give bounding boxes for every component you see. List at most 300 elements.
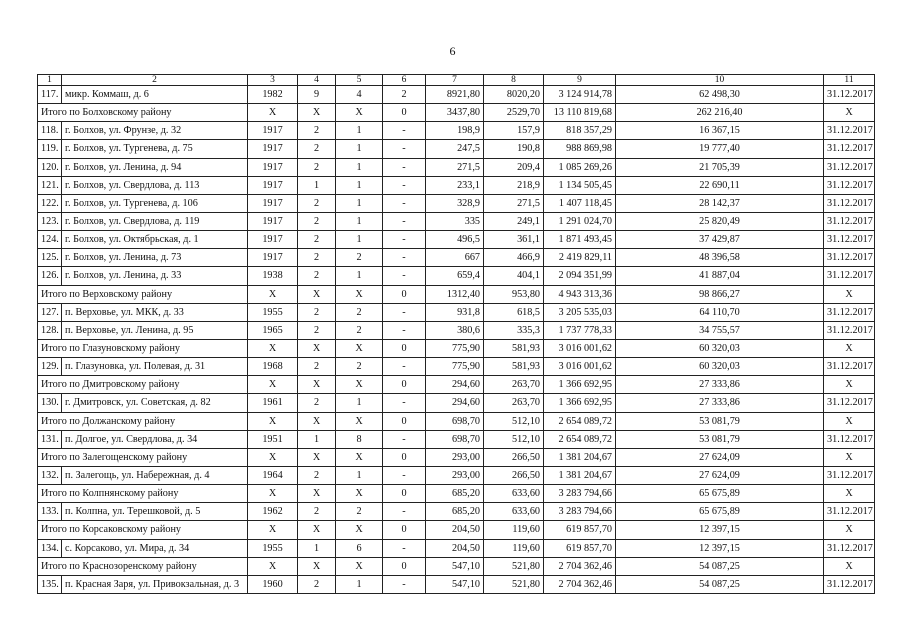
address-cell: г. Болхов, ул. Октябрьская, д. 1 (62, 231, 248, 249)
living-area-cell: 633,60 (484, 485, 544, 503)
address-cell: г. Болхов, ул. Ленина, д. 33 (62, 267, 248, 285)
entrances-cell: 4 (336, 86, 383, 104)
cost-cell: 2 094 351,99 (544, 267, 616, 285)
area-cell: 547,10 (426, 557, 484, 575)
floors-cell: 2 (298, 575, 336, 593)
district-total-row (38, 339, 875, 357)
entrances-cell: X (336, 285, 383, 303)
date-cell: X (824, 285, 875, 303)
entrances-cell: 6 (336, 539, 383, 557)
column-header: 8 (484, 75, 544, 86)
living-area-cell: 266,50 (484, 466, 544, 484)
living-area-cell: 404,1 (484, 267, 544, 285)
date-cell: 31.12.2017 (824, 539, 875, 557)
year-cell: 1965 (248, 321, 298, 339)
year-cell: 1982 (248, 86, 298, 104)
col6-cell: - (383, 122, 426, 140)
entrances-cell: 2 (336, 249, 383, 267)
cost-cell: 1 737 778,33 (544, 321, 616, 339)
table-row (38, 430, 875, 448)
total-label: Итого по Дмитровскому району (38, 376, 248, 394)
table-row (38, 303, 875, 321)
col6-cell: 0 (383, 412, 426, 430)
column-header: 2 (62, 75, 248, 86)
date-cell: 31.12.2017 (824, 249, 875, 267)
living-area-cell: 266,50 (484, 448, 544, 466)
date-cell: 31.12.2017 (824, 231, 875, 249)
row-number: 130. (38, 394, 62, 412)
entrances-cell: 8 (336, 430, 383, 448)
col10-cell: 16 367,15 (616, 122, 824, 140)
cost-cell: 619 857,70 (544, 521, 616, 539)
col6-cell: 0 (383, 485, 426, 503)
col10-cell: 25 820,49 (616, 212, 824, 230)
cost-cell: 3 016 001,62 (544, 358, 616, 376)
floors-cell: X (298, 412, 336, 430)
table-row (38, 267, 875, 285)
entrances-cell: 2 (336, 358, 383, 376)
col6-cell: 0 (383, 557, 426, 575)
district-total-row (38, 285, 875, 303)
col10-cell: 37 429,87 (616, 231, 824, 249)
entrances-cell: 1 (336, 466, 383, 484)
row-number: 120. (38, 158, 62, 176)
row-number: 123. (38, 212, 62, 230)
column-header: 10 (616, 75, 824, 86)
entrances-cell: X (336, 448, 383, 466)
living-area-cell: 633,60 (484, 503, 544, 521)
table-row (38, 86, 875, 104)
cost-cell: 4 943 313,36 (544, 285, 616, 303)
col6-cell: 0 (383, 104, 426, 122)
date-cell: X (824, 104, 875, 122)
table-row (38, 466, 875, 484)
entrances-cell: 1 (336, 575, 383, 593)
year-cell: 1968 (248, 358, 298, 376)
year-cell: X (248, 104, 298, 122)
col6-cell: 2 (383, 86, 426, 104)
district-total-row (38, 521, 875, 539)
total-label: Итого по Болховскому району (38, 104, 248, 122)
date-cell: 31.12.2017 (824, 212, 875, 230)
table-row (38, 503, 875, 521)
entrances-cell: X (336, 557, 383, 575)
cost-cell: 2 419 829,11 (544, 249, 616, 267)
col6-cell: 0 (383, 521, 426, 539)
cost-cell: 1 871 493,45 (544, 231, 616, 249)
area-cell: 294,60 (426, 376, 484, 394)
entrances-cell: 1 (336, 394, 383, 412)
row-number: 128. (38, 321, 62, 339)
floors-cell: X (298, 521, 336, 539)
entrances-cell: X (336, 339, 383, 357)
living-area-cell: 466,9 (484, 249, 544, 267)
address-cell: г. Болхов, ул. Ленина, д. 94 (62, 158, 248, 176)
year-cell: 1951 (248, 430, 298, 448)
housing-table (37, 74, 875, 594)
district-total-row (38, 557, 875, 575)
col10-cell: 48 396,58 (616, 249, 824, 267)
floors-cell: 2 (298, 194, 336, 212)
page-number: 6 (449, 44, 456, 58)
table-row (38, 321, 875, 339)
col6-cell: - (383, 231, 426, 249)
col10-cell: 65 675,89 (616, 485, 824, 503)
cost-cell: 2 704 362,46 (544, 575, 616, 593)
date-cell: 31.12.2017 (824, 503, 875, 521)
table-row (38, 249, 875, 267)
col6-cell: - (383, 212, 426, 230)
year-cell: X (248, 285, 298, 303)
year-cell: X (248, 448, 298, 466)
cost-cell: 2 704 362,46 (544, 557, 616, 575)
area-cell: 667 (426, 249, 484, 267)
living-area-cell: 521,80 (484, 557, 544, 575)
area-cell: 204,50 (426, 539, 484, 557)
row-number: 119. (38, 140, 62, 158)
table-row (38, 140, 875, 158)
col10-cell: 34 755,57 (616, 321, 824, 339)
col6-cell: 0 (383, 285, 426, 303)
entrances-cell: 2 (336, 321, 383, 339)
col6-cell: 0 (383, 448, 426, 466)
address-cell: г. Болхов, ул. Фрунзе, д. 32 (62, 122, 248, 140)
area-cell: 271,5 (426, 158, 484, 176)
living-area-cell: 953,80 (484, 285, 544, 303)
address-cell: п. Верховье, ул. Ленина, д. 95 (62, 321, 248, 339)
living-area-cell: 618,5 (484, 303, 544, 321)
row-number: 117. (38, 86, 62, 104)
col10-cell: 54 087,25 (616, 557, 824, 575)
col10-cell: 22 690,11 (616, 176, 824, 194)
col10-cell: 27 333,86 (616, 376, 824, 394)
entrances-cell: 1 (336, 267, 383, 285)
table-row (38, 575, 875, 593)
entrances-cell: X (336, 104, 383, 122)
floors-cell: 2 (298, 212, 336, 230)
col6-cell: - (383, 140, 426, 158)
area-cell: 698,70 (426, 430, 484, 448)
column-header: 9 (544, 75, 616, 86)
floors-cell: X (298, 285, 336, 303)
entrances-cell: X (336, 412, 383, 430)
living-area-cell: 263,70 (484, 376, 544, 394)
column-header: 1 (38, 75, 62, 86)
entrances-cell: 1 (336, 231, 383, 249)
floors-cell: 2 (298, 140, 336, 158)
col10-cell: 60 320,03 (616, 358, 824, 376)
col10-cell: 60 320,03 (616, 339, 824, 357)
date-cell: 31.12.2017 (824, 267, 875, 285)
date-cell: 31.12.2017 (824, 122, 875, 140)
address-cell: п. Долгое, ул. Свердлова, д. 34 (62, 430, 248, 448)
column-header: 4 (298, 75, 336, 86)
col6-cell: - (383, 430, 426, 448)
living-area-cell: 512,10 (484, 412, 544, 430)
table-row (38, 122, 875, 140)
col10-cell: 62 498,30 (616, 86, 824, 104)
area-cell: 1312,40 (426, 285, 484, 303)
area-cell: 698,70 (426, 412, 484, 430)
col6-cell: - (383, 358, 426, 376)
floors-cell: 2 (298, 267, 336, 285)
date-cell: 31.12.2017 (824, 303, 875, 321)
col6-cell: - (383, 194, 426, 212)
entrances-cell: X (336, 376, 383, 394)
address-cell: п. Колпна, ул. Терешковой, д. 5 (62, 503, 248, 521)
col6-cell: 0 (383, 339, 426, 357)
area-cell: 547,10 (426, 575, 484, 593)
date-cell: X (824, 376, 875, 394)
year-cell: X (248, 412, 298, 430)
cost-cell: 1 381 204,67 (544, 448, 616, 466)
col10-cell: 53 081,79 (616, 412, 824, 430)
district-total-row (38, 412, 875, 430)
area-cell: 685,20 (426, 485, 484, 503)
area-cell: 247,5 (426, 140, 484, 158)
entrances-cell: 1 (336, 140, 383, 158)
row-number: 129. (38, 358, 62, 376)
floors-cell: 1 (298, 430, 336, 448)
row-number: 121. (38, 176, 62, 194)
col6-cell: - (383, 176, 426, 194)
row-number: 134. (38, 539, 62, 557)
cost-cell: 1 085 269,26 (544, 158, 616, 176)
date-cell: 31.12.2017 (824, 140, 875, 158)
floors-cell: 2 (298, 321, 336, 339)
date-cell: X (824, 448, 875, 466)
address-cell: г. Болхов, ул. Тургенева, д. 75 (62, 140, 248, 158)
col6-cell: - (383, 539, 426, 557)
living-area-cell: 361,1 (484, 231, 544, 249)
column-header: 5 (336, 75, 383, 86)
total-label: Итого по Колпнянскому району (38, 485, 248, 503)
living-area-cell: 581,93 (484, 339, 544, 357)
floors-cell: 2 (298, 503, 336, 521)
living-area-cell: 8020,20 (484, 86, 544, 104)
row-number: 135. (38, 575, 62, 593)
col6-cell: - (383, 394, 426, 412)
cost-cell: 1 381 204,67 (544, 466, 616, 484)
address-cell: п. Залегощь, ул. Набережная, д. 4 (62, 466, 248, 484)
year-cell: 1961 (248, 394, 298, 412)
year-cell: 1917 (248, 122, 298, 140)
floors-cell: 1 (298, 176, 336, 194)
district-total-row (38, 448, 875, 466)
cost-cell: 3 283 794,66 (544, 485, 616, 503)
year-cell: 1917 (248, 158, 298, 176)
entrances-cell: 1 (336, 212, 383, 230)
date-cell: X (824, 412, 875, 430)
living-area-cell: 335,3 (484, 321, 544, 339)
cost-cell: 1 134 505,45 (544, 176, 616, 194)
year-cell: 1955 (248, 539, 298, 557)
row-number: 132. (38, 466, 62, 484)
floors-cell: X (298, 104, 336, 122)
row-number: 127. (38, 303, 62, 321)
row-number: 124. (38, 231, 62, 249)
cost-cell: 1 366 692,95 (544, 394, 616, 412)
floors-cell: 2 (298, 394, 336, 412)
area-cell: 198,9 (426, 122, 484, 140)
table-row (38, 358, 875, 376)
col6-cell: - (383, 303, 426, 321)
floors-cell: 2 (298, 466, 336, 484)
year-cell: 1917 (248, 140, 298, 158)
living-area-cell: 2529,70 (484, 104, 544, 122)
year-cell: 1938 (248, 267, 298, 285)
total-label: Итого по Корсаковскому району (38, 521, 248, 539)
living-area-cell: 119,60 (484, 539, 544, 557)
address-cell: с. Корсаково, ул. Мира, д. 34 (62, 539, 248, 557)
total-label: Итого по Краснозоренскому району (38, 557, 248, 575)
date-cell: X (824, 339, 875, 357)
floors-cell: X (298, 339, 336, 357)
living-area-cell: 512,10 (484, 430, 544, 448)
entrances-cell: 1 (336, 176, 383, 194)
floors-cell: 1 (298, 539, 336, 557)
year-cell: 1955 (248, 303, 298, 321)
date-cell: 31.12.2017 (824, 176, 875, 194)
total-label: Итого по Должанскому району (38, 412, 248, 430)
table-row (38, 158, 875, 176)
year-cell: 1917 (248, 231, 298, 249)
table-row (38, 539, 875, 557)
year-cell: X (248, 557, 298, 575)
floors-cell: X (298, 485, 336, 503)
year-cell: 1962 (248, 503, 298, 521)
year-cell: 1964 (248, 466, 298, 484)
address-cell: г. Болхов, ул. Свердлова, д. 119 (62, 212, 248, 230)
area-cell: 204,50 (426, 521, 484, 539)
address-cell: микр. Коммаш, д. 6 (62, 86, 248, 104)
area-cell: 931,8 (426, 303, 484, 321)
year-cell: 1917 (248, 212, 298, 230)
area-cell: 775,90 (426, 339, 484, 357)
area-cell: 659,4 (426, 267, 484, 285)
col6-cell: 0 (383, 376, 426, 394)
table-body (38, 86, 875, 594)
cost-cell: 3 283 794,66 (544, 503, 616, 521)
row-number: 122. (38, 194, 62, 212)
cost-cell: 3 124 914,78 (544, 86, 616, 104)
cost-cell: 1 291 024,70 (544, 212, 616, 230)
date-cell: 31.12.2017 (824, 86, 875, 104)
address-cell: г. Болхов, ул. Ленина, д. 73 (62, 249, 248, 267)
column-header: 7 (426, 75, 484, 86)
address-cell: п. Красная Заря, ул. Привокзальная, д. 3 (62, 575, 248, 593)
entrances-cell: 2 (336, 303, 383, 321)
date-cell: 31.12.2017 (824, 430, 875, 448)
area-cell: 380,6 (426, 321, 484, 339)
area-cell: 775,90 (426, 358, 484, 376)
col10-cell: 53 081,79 (616, 430, 824, 448)
total-label: Итого по Глазуновскому району (38, 339, 248, 357)
area-cell: 233,1 (426, 176, 484, 194)
area-cell: 496,5 (426, 231, 484, 249)
living-area-cell: 263,70 (484, 394, 544, 412)
area-cell: 685,20 (426, 503, 484, 521)
date-cell: 31.12.2017 (824, 394, 875, 412)
date-cell: 31.12.2017 (824, 321, 875, 339)
year-cell: 1960 (248, 575, 298, 593)
row-number: 125. (38, 249, 62, 267)
entrances-cell: 1 (336, 158, 383, 176)
entrances-cell: X (336, 521, 383, 539)
cost-cell: 818 357,29 (544, 122, 616, 140)
cost-cell: 2 654 089,72 (544, 430, 616, 448)
table-row (38, 176, 875, 194)
year-cell: X (248, 485, 298, 503)
district-total-row (38, 104, 875, 122)
col10-cell: 27 624,09 (616, 448, 824, 466)
year-cell: X (248, 376, 298, 394)
district-total-row (38, 376, 875, 394)
floors-cell: 2 (298, 358, 336, 376)
floors-cell: 2 (298, 158, 336, 176)
area-cell: 328,9 (426, 194, 484, 212)
address-cell: п. Глазуновка, ул. Полевая, д. 31 (62, 358, 248, 376)
entrances-cell: 2 (336, 503, 383, 521)
floors-cell: X (298, 448, 336, 466)
row-number: 118. (38, 122, 62, 140)
col6-cell: - (383, 503, 426, 521)
living-area-cell: 218,9 (484, 176, 544, 194)
col10-cell: 65 675,89 (616, 503, 824, 521)
table-row (38, 194, 875, 212)
row-number: 133. (38, 503, 62, 521)
total-label: Итого по Верховскому району (38, 285, 248, 303)
date-cell: 31.12.2017 (824, 466, 875, 484)
address-cell: г. Болхов, ул. Свердлова, д. 113 (62, 176, 248, 194)
area-cell: 335 (426, 212, 484, 230)
date-cell: 31.12.2017 (824, 575, 875, 593)
cost-cell: 988 869,98 (544, 140, 616, 158)
living-area-cell: 521,80 (484, 575, 544, 593)
col6-cell: - (383, 575, 426, 593)
address-cell: г. Дмитровск, ул. Советская, д. 82 (62, 394, 248, 412)
table-row (38, 212, 875, 230)
col6-cell: - (383, 267, 426, 285)
date-cell: 31.12.2017 (824, 158, 875, 176)
col10-cell: 12 397,15 (616, 539, 824, 557)
col10-cell: 41 887,04 (616, 267, 824, 285)
living-area-cell: 249,1 (484, 212, 544, 230)
cost-cell: 3 016 001,62 (544, 339, 616, 357)
living-area-cell: 209,4 (484, 158, 544, 176)
cost-cell: 1 407 118,45 (544, 194, 616, 212)
col10-cell: 12 397,15 (616, 521, 824, 539)
entrances-cell: X (336, 485, 383, 503)
col10-cell: 27 333,86 (616, 394, 824, 412)
column-header: 3 (248, 75, 298, 86)
year-cell: 1917 (248, 176, 298, 194)
floors-cell: 2 (298, 122, 336, 140)
date-cell: X (824, 521, 875, 539)
col10-cell: 54 087,25 (616, 575, 824, 593)
year-cell: 1917 (248, 194, 298, 212)
col10-cell: 262 216,40 (616, 104, 824, 122)
entrances-cell: 1 (336, 122, 383, 140)
col6-cell: - (383, 158, 426, 176)
column-header: 6 (383, 75, 426, 86)
address-cell: п. Верховье, ул. МКК, д. 33 (62, 303, 248, 321)
table-row (38, 394, 875, 412)
year-cell: 1917 (248, 249, 298, 267)
col10-cell: 64 110,70 (616, 303, 824, 321)
area-cell: 3437,80 (426, 104, 484, 122)
row-number: 131. (38, 430, 62, 448)
